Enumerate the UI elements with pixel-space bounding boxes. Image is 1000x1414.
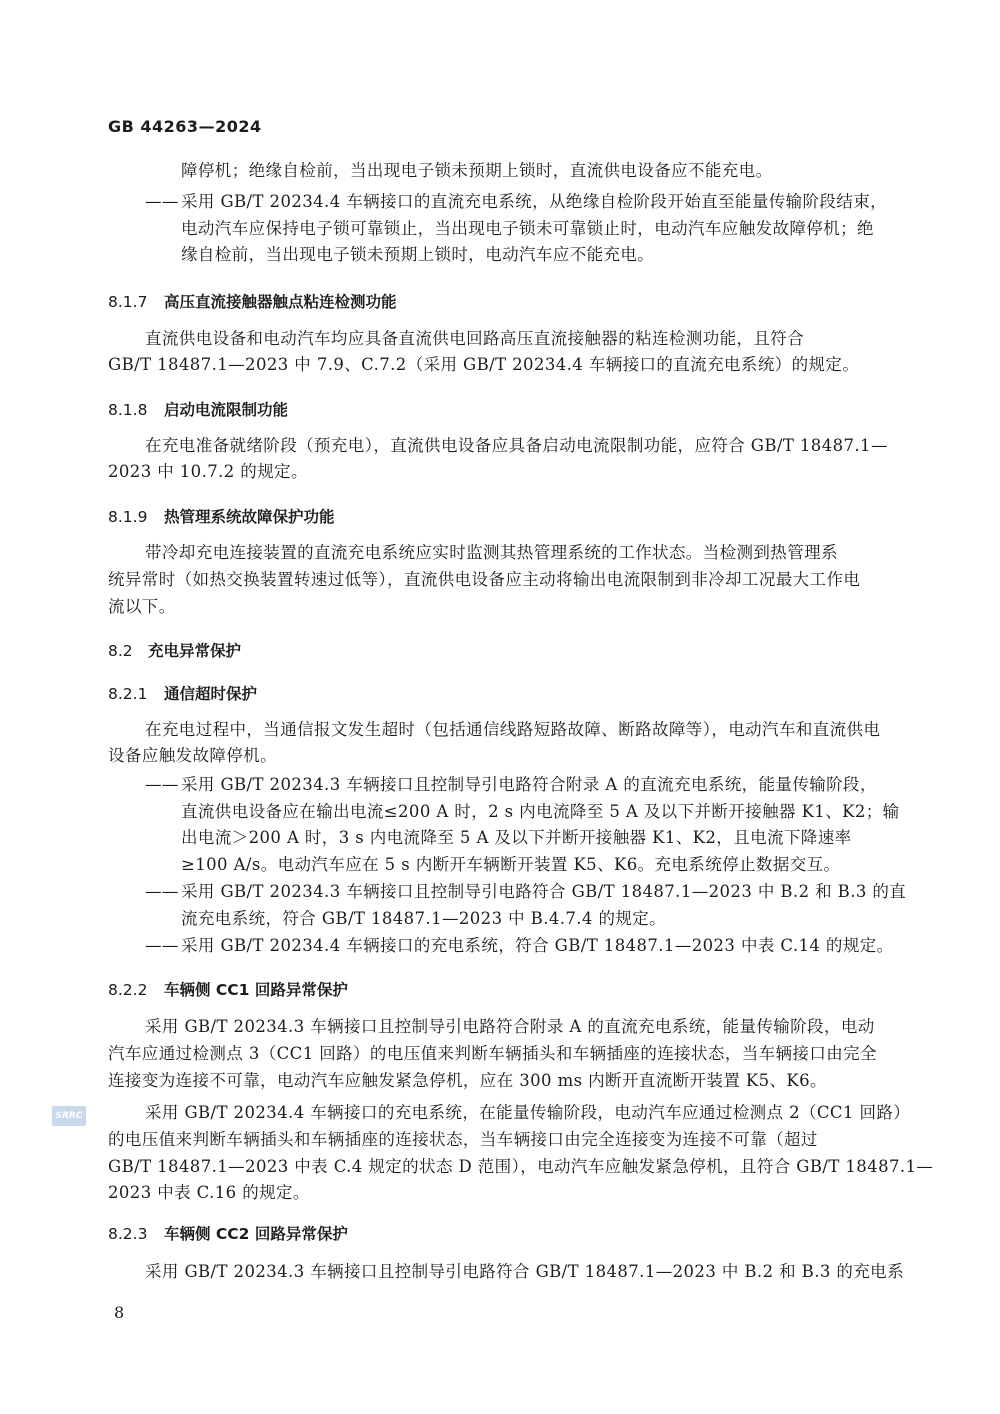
section-heading	[108, 398, 288, 420]
text-line: 的电压值来判断车辆插头和车辆插座的连接状态，当车辆接口由完全连接变为连接不可靠（超过	[108, 1130, 818, 1149]
paragraph-continuation	[108, 459, 308, 486]
paragraph	[145, 1100, 910, 1127]
list-item	[145, 933, 894, 960]
section-number: 8.2.3	[108, 1225, 148, 1243]
section-heading	[108, 682, 257, 704]
standard-code: GB 44263—2024	[108, 117, 262, 136]
text-line: 采用 GB/T 20234.4 车辆接口的充电系统，在能量传输阶段，电动汽车应通过检测点 2（CC1 回路）	[145, 1103, 911, 1122]
section-heading	[108, 290, 397, 312]
text-line: 电动汽车应保持电子锁可靠锁止，当出现电子锁未可靠锁止时，电动汽车应触发故障停机；绝	[181, 218, 874, 238]
text-line: 汽车应通过检测点 3（CC1 回路）的电压值来判断车辆插头和车辆插座的连接状态，当车辆接口由完全	[108, 1044, 877, 1063]
paragraph	[145, 326, 804, 353]
text-line: 采用 GB/T 20234.4 车辆接口的充电系统，符合 GB/T 18487.1—2023 中表 C.14 的规定。	[181, 936, 894, 955]
text-line: 2023 中 10.7.2 的规定。	[108, 462, 308, 481]
paragraph-continuation	[108, 743, 277, 770]
paragraph-continuation	[108, 567, 860, 620]
paragraph	[145, 1014, 875, 1041]
text-line: 采用 GB/T 20234.4 车辆接口的直流充电系统，从绝缘自检阶段开始直至能量传输阶段结束，	[181, 192, 888, 211]
section-number: 8.1.8	[108, 401, 148, 419]
text-line: GB/T 18487.1—2023 中 7.9、C.7.2（采用 GB/T 20234.4 车辆接口的直流充电系统）的规定。	[108, 355, 860, 374]
section-heading	[108, 639, 241, 661]
dash-marker: ——	[145, 192, 179, 211]
list-item	[145, 772, 900, 878]
text-line: 流充电系统，符合 GB/T 18487.1—2023 中 B.4.7.4 的规定。	[181, 908, 667, 928]
paragraph	[145, 433, 888, 460]
section-heading	[108, 1222, 348, 1244]
text-line: 连接变为连接不可靠，电动汽车应触发紧急停机，应在 300 ms 内断开直流断开装置 K5、K6。	[108, 1070, 827, 1090]
paragraph-continuation	[108, 1041, 877, 1094]
text-line: ≥100 A/s。电动汽车应在 5 s 内断开车辆断开装置 K5、K6。充电系统停止数据交互。	[181, 854, 841, 874]
section-title: 高压直流接触器触点粘连检测功能	[164, 293, 397, 311]
section-title: 充电异常保护	[148, 642, 242, 660]
text-line: 出电流＞200 A 时，3 s 内电流降至 5 A 及以下并断开接触器 K1、K2，且电流下降速率	[181, 828, 852, 847]
text-line: 统异常时（如热交换装置转速过低等），直流供电设备应主动将输出电流限制到非冷却工况最大工作电	[108, 570, 861, 589]
paragraph	[145, 717, 880, 744]
intro-paragraph	[181, 158, 773, 185]
section-number: 8.2	[108, 642, 133, 660]
text-line: 缘自检前，当出现电子锁未预期上锁时，电动汽车应不能充电。	[181, 245, 655, 264]
list-item	[145, 189, 887, 269]
paragraph-continuation	[108, 1127, 933, 1207]
watermark-logo	[52, 1106, 86, 1126]
text-line: GB/T 18487.1—2023 中表 C.4 规定的状态 D 范围），电动汽车应触发紧急停机，且符合 GB/T 18487.1—	[108, 1156, 934, 1176]
text-line: 采用 GB/T 20234.3 车辆接口且控制导引电路符合 GB/T 18487.1—2023 中 B.2 和 B.3 的直	[181, 882, 907, 901]
text-line: 带冷却充电连接装置的直流充电系统应实时监测其热管理系统的工作状态。当检测到热管理系	[145, 543, 838, 562]
dash-marker: ——	[145, 936, 179, 955]
text-line: 采用 GB/T 20234.3 车辆接口且控制导引电路符合附录 A 的直流充电系统，能量传输阶段，	[181, 775, 877, 794]
text-line: 采用 GB/T 20234.3 车辆接口且控制导引电路符合附录 A 的直流充电系统，能量传输阶段，电动	[145, 1017, 875, 1036]
text-line: 在充电过程中，当通信报文发生超时（包括通信线路短路故障、断路故障等），电动汽车和直流供电	[145, 720, 881, 739]
text-line: 障停机；绝缘自检前，当出现电子锁未预期上锁时，直流供电设备应不能充电。	[181, 161, 773, 180]
paragraph-continuation	[108, 352, 859, 379]
text-line: 直流供电设备应在输出电流≤200 A 时，2 s 内电流降至 5 A 及以下并断开接触器 K1、K2；输	[181, 801, 900, 821]
section-number: 8.1.7	[108, 293, 148, 311]
text-line: 采用 GB/T 20234.3 车辆接口且控制导引电路符合 GB/T 18487.1—2023 中 B.2 和 B.3 的充电系	[145, 1262, 904, 1281]
section-number: 8.1.9	[108, 508, 148, 526]
section-title: 热管理系统故障保护功能	[164, 508, 335, 526]
paragraph	[145, 540, 838, 567]
section-title: 通信超时保护	[164, 685, 258, 703]
watermark-text: SRRC	[55, 1111, 83, 1121]
section-heading	[108, 978, 348, 1000]
section-number: 8.2.1	[108, 685, 148, 703]
text-line: 2023 中表 C.16 的规定。	[108, 1183, 310, 1202]
text-line: 设备应触发故障停机。	[108, 746, 277, 765]
section-title: 启动电流限制功能	[164, 401, 289, 419]
list-item	[145, 879, 906, 932]
text-line: 在充电准备就绪阶段（预充电），直流供电设备应具备启动电流限制功能，应符合 GB/T 18487.1—	[145, 436, 888, 455]
section-heading	[108, 505, 335, 527]
section-number: 8.2.2	[108, 981, 148, 999]
dash-marker: ——	[145, 775, 179, 794]
paragraph	[145, 1259, 904, 1286]
section-title: 车辆侧 CC2 回路异常保护	[164, 1225, 348, 1243]
text-line: 直流供电设备和电动汽车均应具备直流供电回路高压直流接触器的粘连检测功能，且符合	[145, 329, 805, 348]
dash-marker: ——	[145, 882, 179, 901]
page-number: 8	[114, 1303, 125, 1322]
text-line: 流以下。	[108, 596, 176, 616]
section-title: 车辆侧 CC1 回路异常保护	[164, 981, 348, 999]
